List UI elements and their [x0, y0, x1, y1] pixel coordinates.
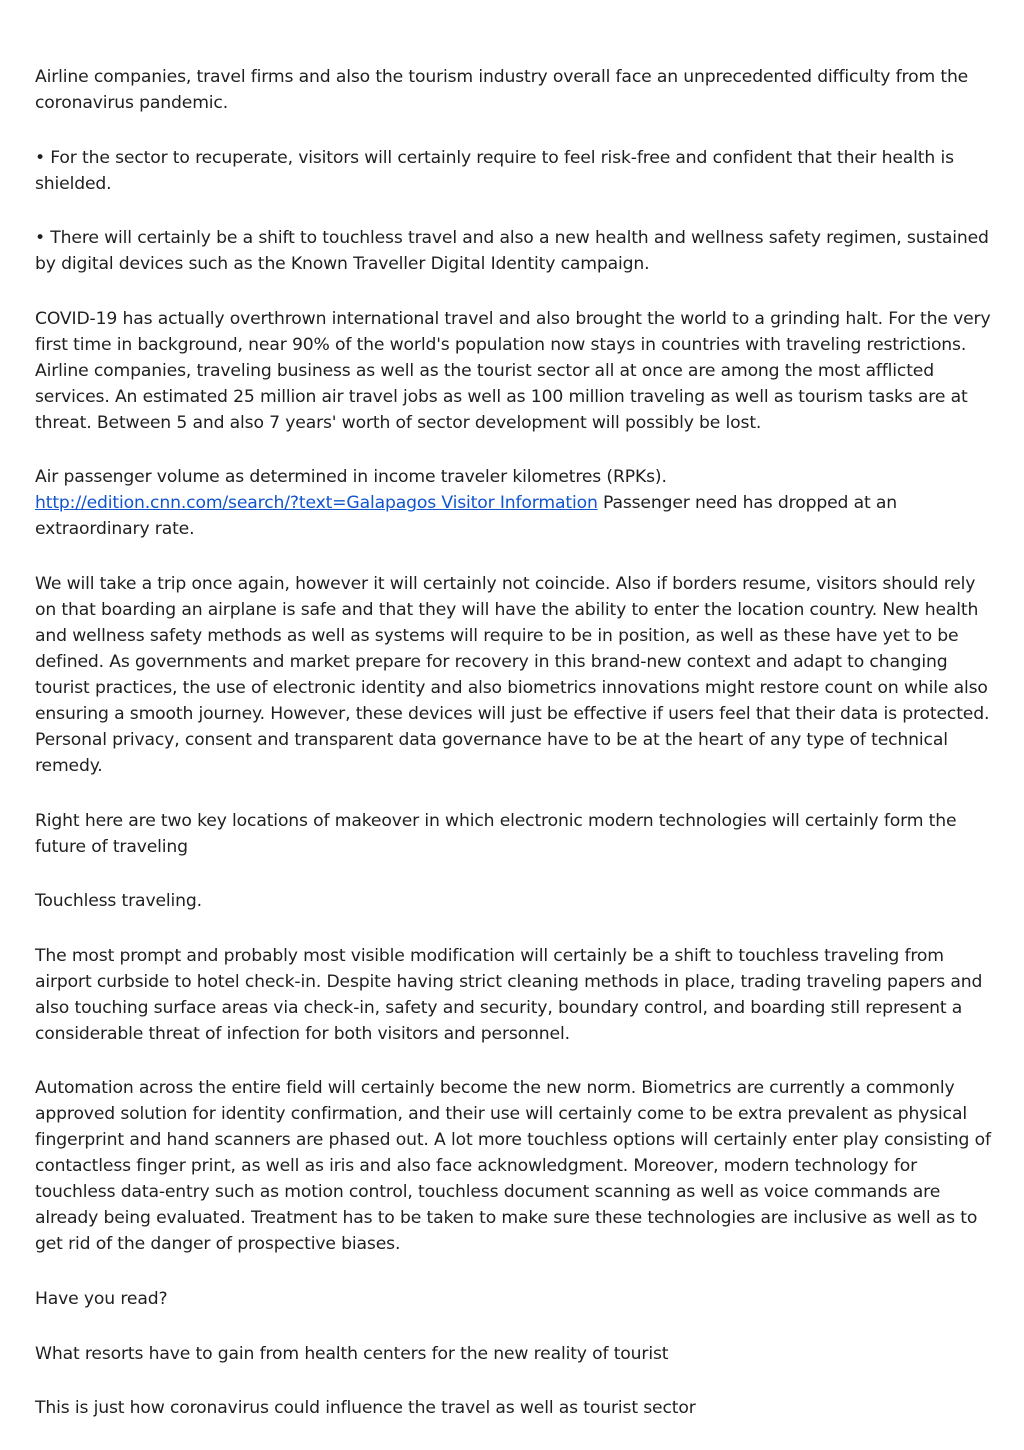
bullet-recuperate: • For the sector to recuperate, visitors will certainly require to feel risk-free and confident that their health is shielded.	[35, 147, 954, 194]
touchless-shift-paragraph: The most prompt and probably most visible modification will certainly be a shift to touchless traveling from airport curbside to hotel check-in. Despite having strict cleaning methods in place, trading traveling papers and also touching surface areas via check-in, safety and security, boundary control, and boarding still represent a considerable threat of infection for both visitors and personnel.	[35, 945, 983, 1044]
bullet-touchless: • There will certainly be a shift to touchless travel and also a new health and wellness safety regimen, sustained by digital devices such as the Known Traveller Digital Identity campaign.	[35, 228, 989, 275]
rpk-text-after: Passenger need has dropped at an extraordinary rate.	[35, 493, 898, 540]
related-coronavirus-influence: This is just how coronavirus could influence the travel as well as tourist sector	[35, 1398, 696, 1419]
travel-again-paragraph: We will take a trip once again, however it will certainly not coincide. Also if borders resume, visitors should rely on that boarding an airplane is safe and that they will have the ability to enter the location country. New health and wellness safety methods as well as systems will require to be in position, as well as these have yet to be defined. As governments and market prepare for recovery in this brand-new context and adapt to changing tourist practices, the use of electronic identity and also biometrics innovations might restore count on while also ensuring a smooth journey. However, these devices will just be effective if users feel that their data is protected. Personal privacy, consent and transparent data governance have to be at the heart of any type of technical remedy.	[35, 573, 990, 776]
have-you-read: Have you read?	[35, 1288, 168, 1309]
covid-impact-paragraph: COVID-19 has actually overthrown international travel and also brought the world to a grinding halt. For the very first time in background, near 90% of the world's population now stays in countries with traveling restrictions. Airline companies, traveling business as well as the tourist sector all at once are among the most afflicted services. An estimated 25 million air travel jobs as well as 100 million traveling as well as tourism tasks are at threat. Between 5 and also 7 years' worth of sector development will possibly be lost.	[35, 308, 991, 433]
document-body	[35, 64, 997, 1450]
touchless-heading: Touchless traveling.	[35, 891, 202, 912]
related-resorts: What resorts have to gain from health centers for the new reality of tourist	[35, 1343, 669, 1364]
rpk-paragraph	[35, 464, 997, 542]
automation-paragraph: Automation across the entire field will certainly become the new norm. Biometrics are currently a commonly approved solution for identity confirmation, and their use will certainly come to be extra prevalent as physical fingerprint and hand scanners are phased out. A lot more touchless options will certainly enter play consisting of contactless finger print, as well as iris and also face acknowledgment. Moreover, modern technology for touchless data-entry such as motion control, touchless document scanning as well as voice commands are already being evaluated. Treatment has to be taken to make sure these technologies are inclusive as well as to get rid of the danger of prospective biases.	[35, 1078, 991, 1255]
intro-paragraph: Airline companies, travel firms and also the tourism industry overall face an unprecedented difficulty from the coronavirus pandemic.	[35, 67, 969, 113]
cnn-search-link[interactable]: http://edition.cnn.com/search/?text=Galapagos Visitor Information	[35, 493, 598, 514]
rpk-text: Air passenger volume as determined in income traveler kilometres (RPKs).	[35, 467, 667, 488]
key-locations-paragraph: Right here are two key locations of makeover in which electronic modern technologies will certainly form the future of traveling	[35, 810, 957, 857]
